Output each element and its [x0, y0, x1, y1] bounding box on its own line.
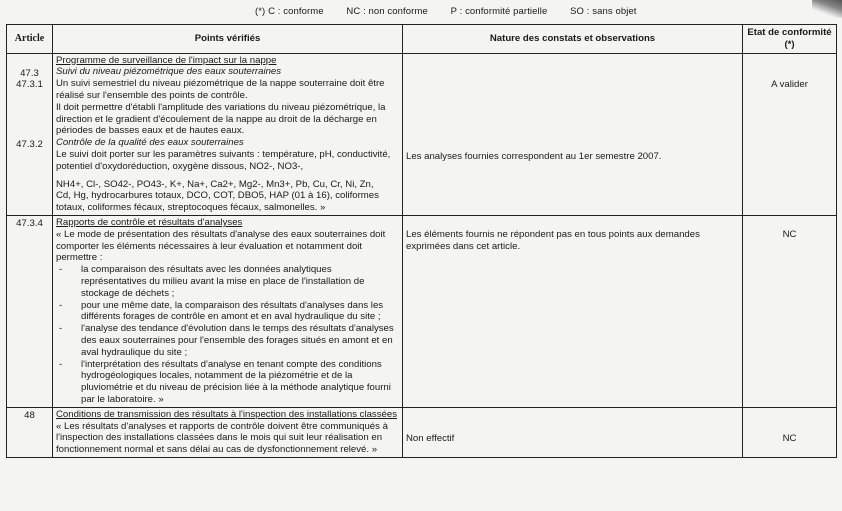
header-points: Points vérifiés: [53, 25, 403, 54]
section-subtitle: Suivi du niveau piézométrique des eaux souterraines: [56, 66, 282, 78]
legend-conforme: (*) C : conforme: [255, 6, 324, 17]
legend-conformite-partielle: P : conformité partielle: [450, 6, 548, 17]
list-item: - pour une même date, la comparaison des résultats d'analyses dans les différents forages de contrôle en amont et en aval hydraulique du site ;: [59, 299, 384, 323]
points-text: Cd, Hg, hydrocarbures totaux, DCO, COT, DBO5, HAP (01 à 16), coliformes totaux, coliformes fécaux, streptocoques fécaux, salmonelles. »: [56, 190, 379, 214]
article-number: 47.3.4: [16, 217, 43, 229]
header-row: [7, 25, 837, 54]
article-number: 47.3.1: [16, 79, 43, 91]
etat-value: A valider: [771, 78, 808, 90]
points-cell: [53, 53, 403, 215]
points-text: Un suivi semestriel du niveau piézométrique de la nappe souterraine doit être réalisé sur l'ensemble des points de contrôle.: [56, 78, 385, 101]
legend-sans-objet: SO : sans objet: [570, 6, 637, 17]
article-cell: [7, 215, 53, 407]
list-item: - l'analyse des tendance d'évolution dans le temps des résultats d'analyses des eaux souterraines pour l'ensemble des forages situés en amont et en aval hydraulique du site ;: [59, 323, 394, 358]
etat-cell: [743, 53, 837, 215]
conformity-table: [6, 24, 837, 458]
points-text: « Le mode de présentation des résultats d'analyse des eaux souterraines doit comporter les éléments nécessaires à leur évaluation et notamment doit permettre :: [56, 228, 386, 264]
list-item: - la comparaison des résultats avec les données analytiques représentatives du milieu avant la mise en place de l'installation de stockage de déchets ;: [59, 264, 365, 299]
section-title: Programme de surveillance de l'impact sur la nappe: [56, 54, 277, 66]
legend-non-conforme: NC : non conforme: [346, 6, 428, 17]
section-subtitle: Contrôle de la qualité des eaux souterraines: [56, 137, 244, 149]
legend: [255, 6, 657, 17]
nature-cell: [403, 53, 743, 215]
header-etat: Etat de conformité (*): [743, 25, 837, 54]
section-title: Conditions de transmission des résultats à l'inspection des installations classées: [56, 408, 397, 420]
article-number: 47.3.2: [16, 139, 43, 151]
points-cell: [53, 215, 403, 407]
nature-cell: [403, 407, 743, 457]
list-item: - l'interprétation des résultats d'analyse en tenant compte des conditions hydrogéologiques locales, notamment de la piézométrie et de la pluviométrie et du niveau de précision liée à la méthode analytique fourni par le laboratoire. »: [59, 358, 391, 405]
nature-text: Les éléments fournis ne répondent pas en tous points aux demandes exprimées dans cet article.: [406, 228, 700, 252]
nature-cell: [403, 215, 743, 407]
header-article: Article: [7, 25, 53, 54]
table-row: [7, 215, 837, 407]
points-text: NH4+, Cl-, SO42-, PO43-, K+, Na+, Ca2+, Mg2-, Mn3+, Pb, Cu, Cr, Ni, Zn,: [56, 178, 374, 190]
etat-value: NC: [782, 432, 797, 444]
points-cell: [53, 407, 403, 457]
scan-corner-shadow: [812, 0, 842, 18]
table-row: [7, 407, 837, 457]
table-row: [7, 53, 837, 215]
article-cell: [7, 407, 53, 457]
article-number: 48: [24, 409, 35, 421]
section-title: Rapports de contrôle et résultats d'analyses: [56, 216, 243, 228]
points-text: Il doit permettre d'établi l'amplitude des variations du niveau piézométrique, la direction et le gradient d'écoulement de la nappe au droit de la décharge en périodes de basses eaux et de hautes eaux.: [56, 101, 386, 137]
etat-cell: [743, 215, 837, 407]
nature-text: Non effectif: [406, 432, 455, 444]
etat-cell: [743, 407, 837, 457]
points-text: « Les résultats d'analyses et rapports de contrôle doivent être communiqués à l'inspection des installations classées dans le mois qui suit leur réalisation en fonctionnement normal et sans délai au cas de dysfonctionnement relevé. »: [56, 420, 388, 456]
article-number: 47.3: [20, 67, 39, 79]
etat-value: NC: [782, 228, 797, 240]
nature-text: Les analyses fournies correspondent au 1er semestre 2007.: [406, 150, 662, 162]
header-nature: Nature des constats et observations: [403, 25, 743, 54]
points-text: Le suivi doit porter sur les paramètres suivants : température, pH, conductivité, potentiel d'oxydoréduction, oxygène dissous, NO2-, NO3-,: [56, 148, 391, 172]
article-cell: [7, 53, 53, 215]
